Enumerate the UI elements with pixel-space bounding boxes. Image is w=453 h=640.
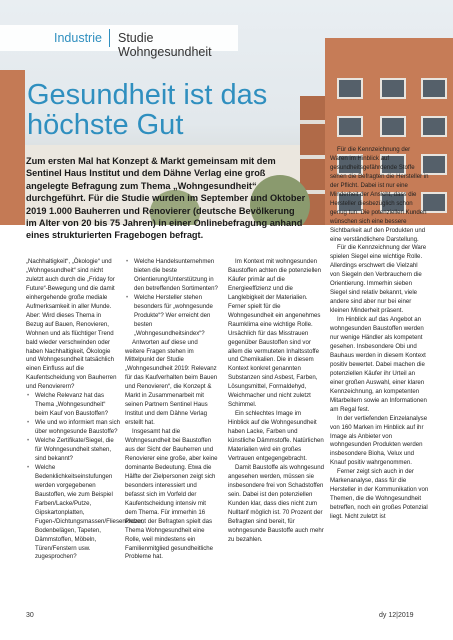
list-item: • Welche Handelsunternehmen bieten die beste Orientierung/Unterstützung in den betreffenden Sortimenten? [125,258,218,294]
window [380,116,406,137]
paragraph: Für die Kennzeichnung der Ware spielen Siegel eine wichtige Rolle. Allerdings erschwert die Vielzahl von Siegeln den Verbrauchern die Orientierung. Immerhin sieben Siegel sind relativ bekannt, viele andere sind aber nur bei einer kleinen Minderheit präsent. [330,244,427,315]
paragraph: Damit Baustoffe als wohngesund angesehen werden, müssen sie insbesondere frei von Schadstoffen sein. Dabei ist den potenziellen Kunden klar, dass dies nicht zum Nulltarif möglich ist. 70 Prozent der Befragten sind bereit, für wohngesunde Baustoffe auch mehr zu bezahlen. [228,463,324,543]
list-item: • Welche Bedenklichkeitseinstufungen werden vorgegebenen Baustoffen, wie zum Beispiel Farben/Lacke/Putze, Gipskartonplatten, Fugen-/Dichtungsmassen/Fliesenkleber, Bodenbelägen, Tapeten, Dämmstoffen, Möbeln, Türen/Fenstern usw. zugesprochen? [26,464,120,562]
page-number: 30 [26,612,34,619]
section-divider [109,29,110,47]
list-item: • Welche Relevanz hat das Thema „Wohngesundheit“ beim Kauf von Baustoffen? [26,392,120,419]
column-1-question-list [26,392,144,562]
building-left [0,70,25,225]
paragraph: Im Hinblick auf das Angebot an wohngesunden Baustoffen werden nur wenige Händler als kompetent gesehen. Insbesondere Obi und Bauhaus werden in diesem Kontext positiv bewertet. Dabei machen die potenziellen Käufer ihr Urteil an einer großen Auswahl, einer klaren Kennzeichnung, an kompetenten Mitarbeitern sowie an Informationen am Regal fest. [330,316,427,413]
paragraph: Ferner zeigt sich auch in der Markenanalyse, dass für die Hersteller in der Kommunikation von Themen, die die Wohngesundheit betreffen, noch ein großes Potenzial liegt. Nicht zuletzt ist [330,468,429,521]
section-label: Industrie [54,31,102,45]
column-2 [125,258,218,562]
lead-paragraph: Zum ersten Mal hat Konzept & Markt gemeinsam mit dem Sentinel Haus Institut und dem Dähne Verlag eine groß angelegte Befragung zum Thema „Wohngesundheit“ durchgeführt. Für die Studie wurden im September und Oktober 2019 1.000 Bauherren und Renovierer (deutsche Bevölkerung im Alter von 20 bis 75 Jahren) in einer Onlinebefragung anhand eines strukturierten Fragebogen befragt. [26,156,306,241]
column-1 [26,258,144,562]
window [337,116,363,137]
list-item: • Welche Zertifikate/Siegel, die für Wohngesundheit stehen, sind bekannt? [26,437,120,464]
column-1-intro: „Nachhaltigkeit“, „Ökologie“ und „Wohngesundheit“ sind nicht zuletzt auch durch die „Friday for Future“-Bewegung und die damit einhergehende große mediale Aufmerksamkeit in aller Munde. Aber: Wird dieses Thema in Bezug auf Bauen, Renovieren, Wohnen und als flüchtiger Trend bald wieder verschwinden oder haben Nachhaltigkeit, Ökologie und Wohngesundheit tatsächlich einen Einfluss auf die Kaufentscheidung von Bauherren und Renovierern? [26,258,117,391]
column-4 [330,146,429,522]
window [421,78,447,99]
paragraph: Insgesamt hat die Wohngesundheit bei Baustoffen aus der Sicht der Bauherren und Renovierer eine große, aber keine dominante Bedeutung. Etwa die Hälfte der Zielpersonen zeigt sich besonders interessiert und befasst sich im Vorfeld der Kaufentscheidung intensiv mit dem Thema. Für immerhin 16 Prozent der Befragten spielt das Thema Wohngesundheit eine Rolle, weil mindestens ein Familienmitglied gesundheitliche Probleme hat. [125,428,218,561]
paragraph: In der vertiefenden Einzelanalyse von 160 Marken im Hinblick auf ihr Image als Anbieter von wohngesunden Produkten werden insbesondere Bioha, Velux und Knauf positiv wahrgenommen. [330,414,428,467]
window [337,78,363,99]
window [421,116,447,137]
list-item: • Welche Hersteller stehen besonders für „wohngesunde Produkte“? Wer erreicht den besten „Wohngesundheitsindex“? [125,294,218,339]
window [380,78,406,99]
paragraph: Im Kontext mit wohngesunden Baustoffen achten die potenziellen Käufer primär auf die Energieeffizienz und die Langlebigkeit der Materialien. Ferner spielt für die Wohngesundheit ein angenehmes Raumklima eine wichtige Rolle. Ursächlich für das Misstrauen gegenüber Baustoffen sind vor allem die vermuteten Inhaltsstoffe und Chemikalien. Die in diesem Kontext konkret genannten Substanzen sind Asbest, Farben, Lösungsmittel, Formaldehyd, Weichmacher und nicht zuletzt Schimmel. [228,258,322,409]
list-item: • Wie und wo informiert man sich über wohngesunde Baustoffe? [26,419,120,437]
subsection-label: Studie Wohngesundheit [118,31,212,59]
issue-label: dy 12|2019 [379,612,414,619]
column-3 [228,258,324,545]
section-header [0,25,238,59]
article-title: Gesundheit ist das höchste Gut [27,79,268,141]
paragraph: Ein schlechtes Image im Hinblick auf die Wohngesundheit haben Lacke, Farben und künstliche Dämmstoffe. Natürlichen Materialien wird ein großes Vertrauen entgegengebracht. [228,410,324,462]
column-2-question-list [125,258,218,339]
paragraph: Antworten auf diese und weitere Fragen stehen im Mittelpunkt der Studie „Wohngesundheit 2019: Relevanz für das Kaufverhalten beim Bauen und Renovieren“, die Konzept & Markt in Zusammenarbeit mit seinen Partnern Sentinel Haus Institut und dem Dähne Verlag erstellt hat. [125,338,218,427]
paragraph: Für die Kennzeichnung der Waren im Hinblick auf gesundheitsgefährdende Stoffe sehen die Befragten die Hersteller in der Pflicht. Dabei ist nur eine Minderheit der Ansicht, dass die Hersteller diesbezüglich schon genug tun. Die potenziellen Kunden wünschen sich eine bessere Sichtbarkeit auf den Produkten und eine verständlichere Darstellung. [330,146,429,243]
